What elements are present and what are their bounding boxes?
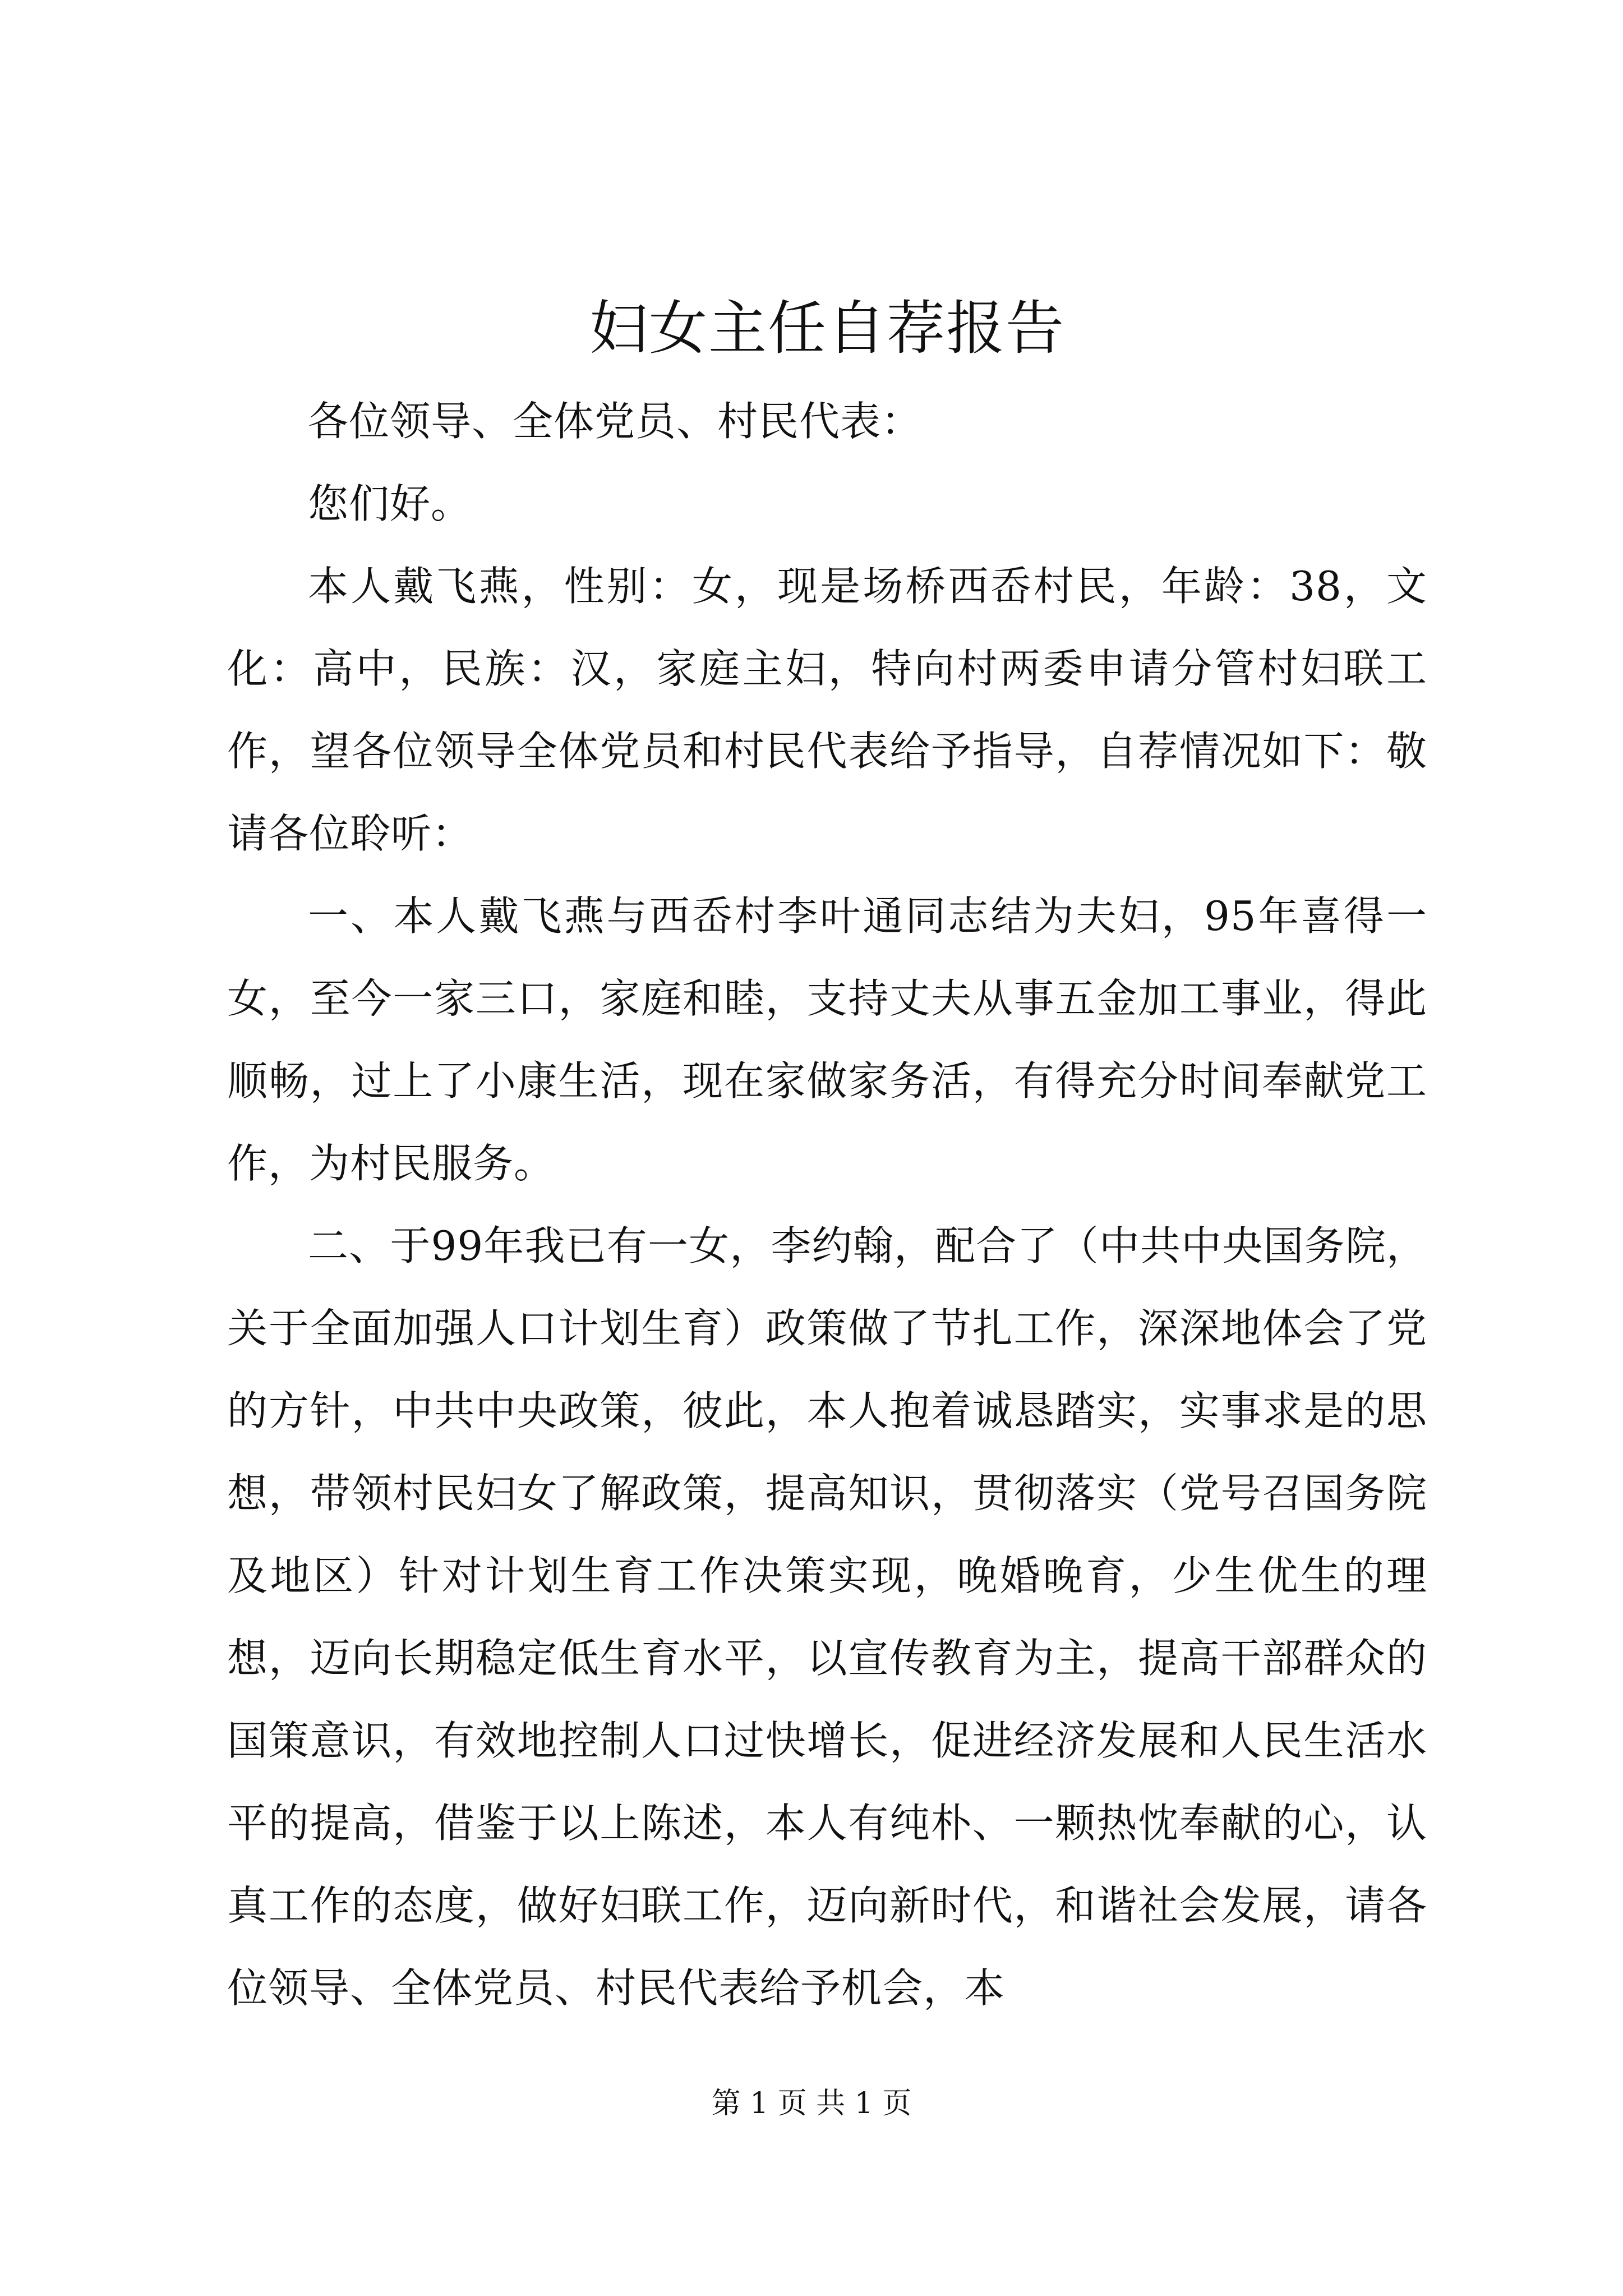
document-body — [227, 280, 1427, 2030]
greeting-paragraph: 您们好。 — [308, 480, 472, 527]
page-number-footer: 第 1 页 共 1 页 — [711, 2087, 912, 2120]
document-title: 妇女主任自荐报告 — [589, 294, 1065, 362]
intro-paragraph: 本人戴飞燕，性别：女，现是场桥西岙村民，年龄：38，文化：高中，民族：汉，家庭主妇，特向村两委申请分管村妇联工作，望各位领导全体党员和村民代表给予指导，自荐情况如下：敬请各位聆听： — [227, 563, 1427, 857]
section-two-paragraph: 二、于99年我已有一女，李约翰，配合了（中共中央国务院，关于全面加强人口计划生育）政策做了节扎工作，深深地体会了党的方针，中共中央政策，彼此，本人抱着诚恳踏实，实事求是的思想，带领村民妇女了解政策，提高知识，贯彻落实（党号召国务院及地区）针对计划生育工作决策实现，晚婚晚育，少生优生的理想，迈向长期稳定低生育水平，以宣传教育为主，提高干部群众的国策意识，有效地控制人口过快增长，促进经济发展和人民生活水平的提高，借鉴于以上陈述，本人有纯朴、一颗热忱奉献的心，认真工作的态度，做好妇联工作，迈向新时代，和谐社会发展，请各位领导、全体党员、村民代表给予机会，本 — [227, 1222, 1427, 2012]
section-one-paragraph: 一、本人戴飞燕与西岙村李叶通同志结为夫妇，95年喜得一女，至今一家三口，家庭和睦，支持丈夫从事五金加工事业，得此顺畅，过上了小康生活，现在家做家务活，有得充分时间奉献党工作，为村民服务。 — [227, 892, 1427, 1187]
salutation-paragraph: 各位领导、全体党员、村民代表： — [308, 398, 923, 445]
